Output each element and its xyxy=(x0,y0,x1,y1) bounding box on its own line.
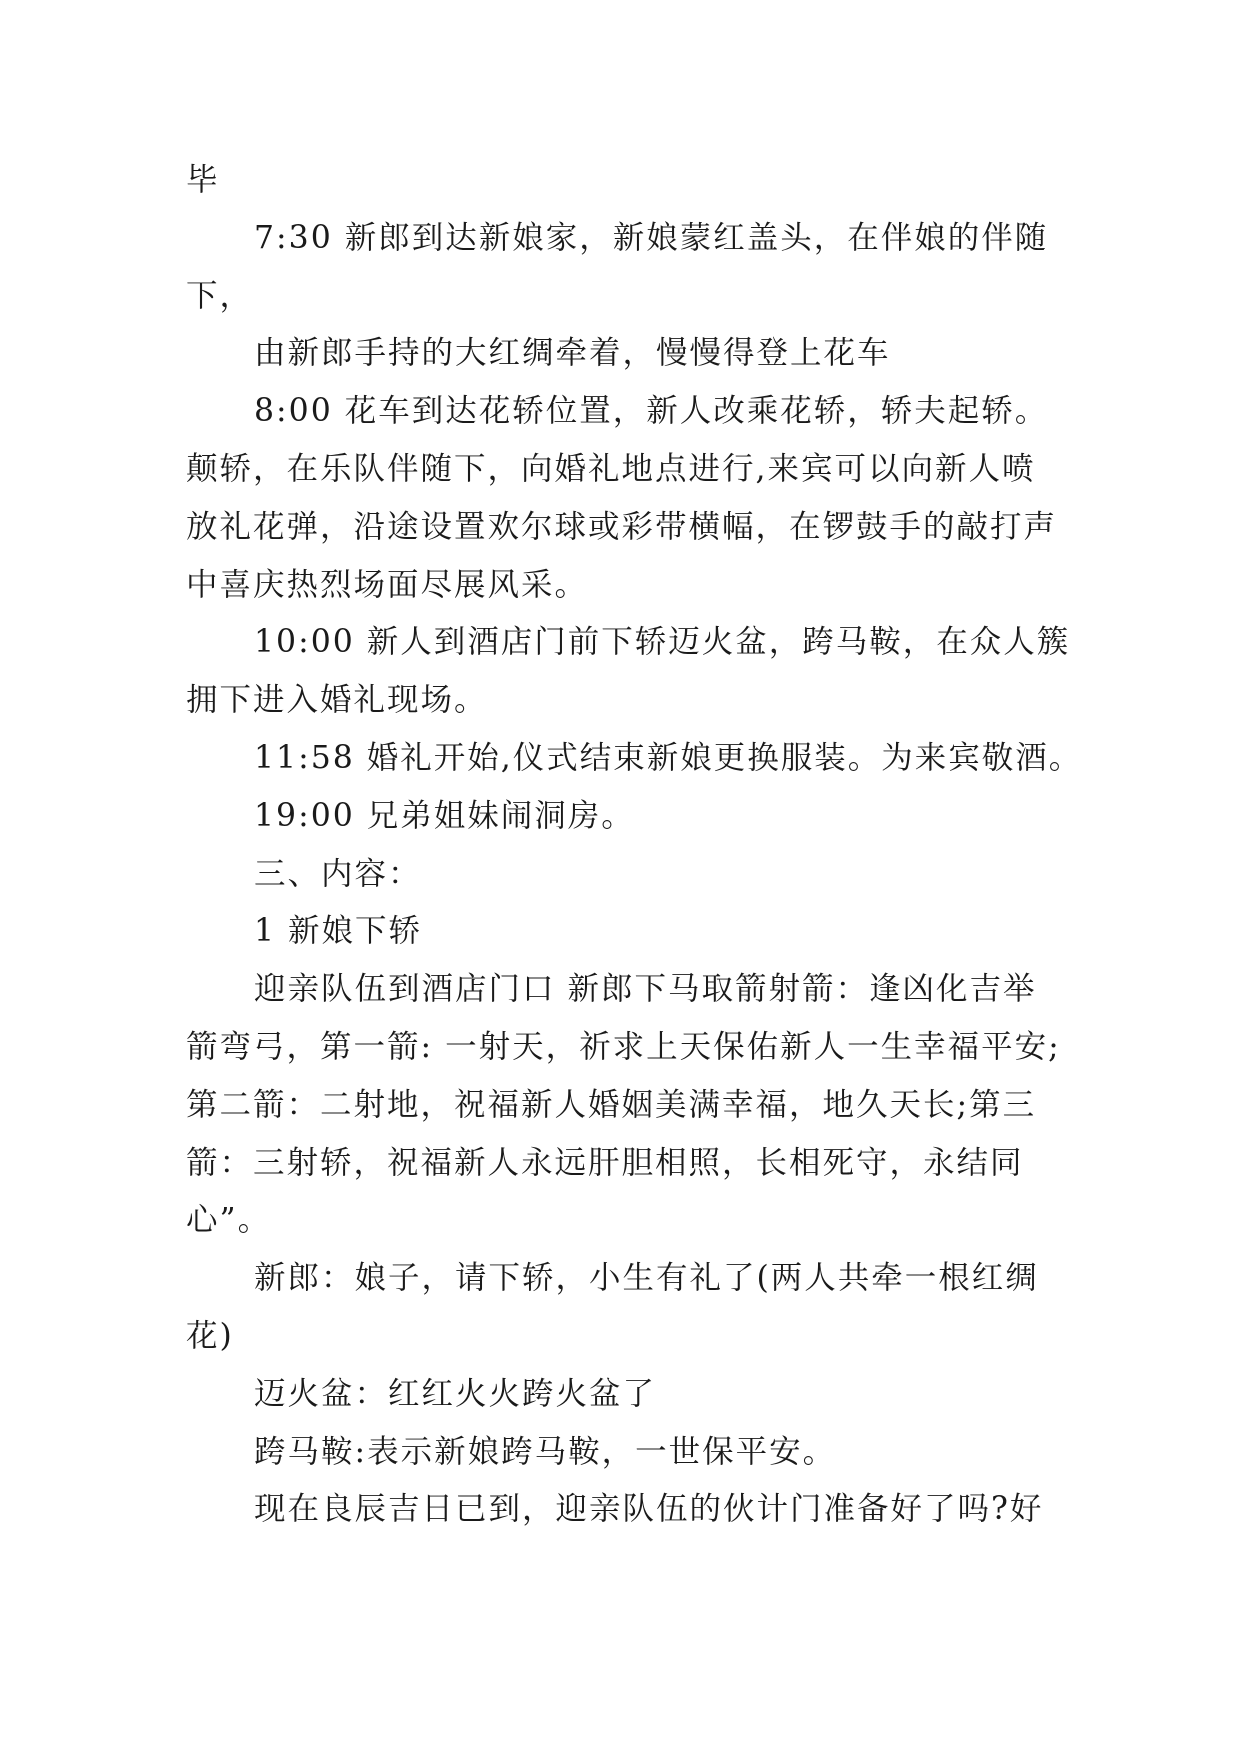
text-line: 第二箭：二射地，祝福新人婚姻美满幸福，地久天长;第三 xyxy=(186,1086,1037,1123)
text-line: 箭弯弓，第一箭: 一射天，祈求上天保佑新人一生幸福平安; xyxy=(186,1028,1061,1065)
text-line: 由新郎手持的大红绸牵着，慢慢得登上花车 xyxy=(254,335,891,372)
document-body xyxy=(186,152,1083,1539)
text-line: 拥下进入婚礼现场。 xyxy=(186,682,488,719)
subsection-heading: 1 新娘下轿 xyxy=(254,913,423,950)
text-line: 迈火盆：红红火火跨火盆了 xyxy=(254,1375,657,1412)
text-line: 箭：三射轿，祝福新人永远肝胆相照，长相死守，永结同 xyxy=(186,1144,1024,1181)
text-line: 迎亲队伍到酒店门口 新郎下马取箭射箭：逢凶化吉举 xyxy=(254,971,1037,1008)
text-line: 19:00 兄弟姐妹闹洞房。 xyxy=(254,797,635,834)
text-line: 7:30 新郎到达新娘家，新娘蒙红盖头，在伴娘的伴随 xyxy=(254,219,1049,256)
text-line: 下， xyxy=(186,277,254,314)
text-line: 现在良辰吉日已到，迎亲队伍的伙计门准备好了吗?好 xyxy=(254,1491,1044,1528)
section-heading: 三、内容： xyxy=(254,855,422,892)
text-line: 中喜庆热烈场面尽展风采。 xyxy=(186,566,589,603)
text-line: 心”。 xyxy=(186,1202,272,1239)
text-line: 放礼花弹，沿途设置欢尔球或彩带横幅，在锣鼓手的敲打声 xyxy=(186,508,1058,545)
text-line: 跨马鞍:表示新娘跨马鞍，一世保平安。 xyxy=(254,1433,837,1470)
text-line: 颠轿，在乐队伴随下，向婚礼地点进行,来宾可以向新人喷 xyxy=(186,450,1036,487)
text-line: 新郎：娘子，请下轿，小生有礼了(两人共牵一根红绸 xyxy=(254,1260,1039,1297)
text-line: 10:00 新人到酒店门前下轿迈火盆，跨马鞍，在众人簇 xyxy=(254,624,1071,661)
text-line: 11:58 婚礼开始,仪式结束新娘更换服装。为来宾敬酒。 xyxy=(254,739,1083,776)
text-line: 花) xyxy=(186,1317,234,1354)
text-line: 8:00 花车到达花轿位置，新人改乘花轿，轿夫起轿。 xyxy=(254,393,1049,430)
text-line: 毕 xyxy=(186,162,220,198)
